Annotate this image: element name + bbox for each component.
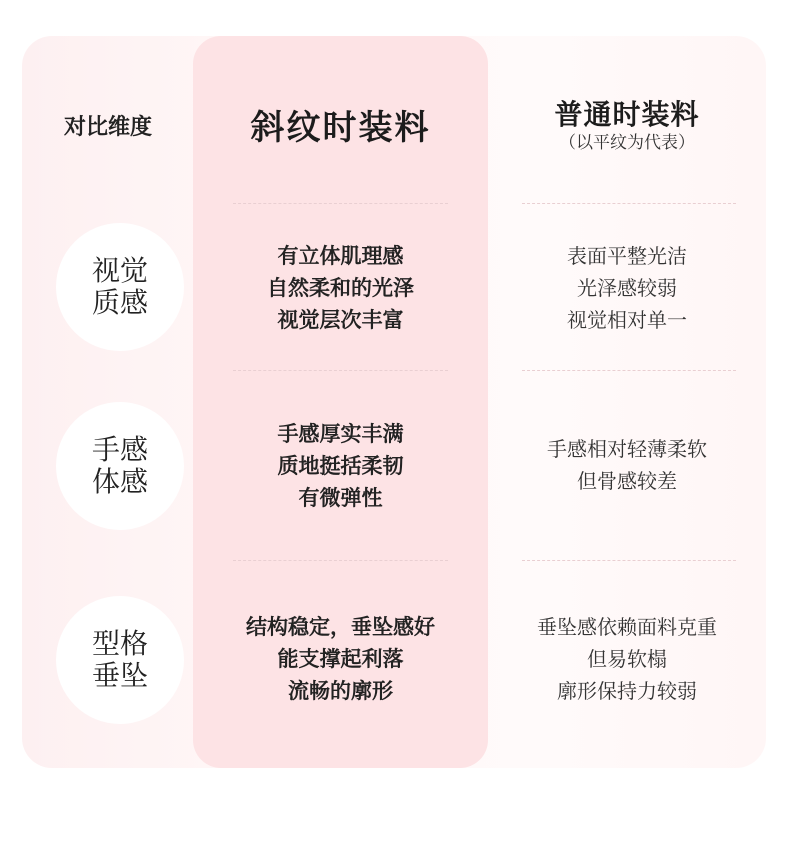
row-divider: [522, 370, 736, 371]
cell-line: 能支撑起利落: [277, 647, 404, 671]
twill-cell: [193, 418, 488, 514]
cell-line: 结构稳定，垂坠感好: [246, 615, 435, 639]
cell-line: 但易软榻: [587, 647, 667, 671]
dimension-label: 视觉质感: [91, 254, 148, 319]
cell-line: 表面平整光洁: [567, 244, 687, 268]
regular-cell: [488, 240, 766, 336]
twill-cell: [193, 611, 488, 707]
cell-line: 视觉相对单一: [567, 308, 687, 332]
dimension-label: 手感体感: [91, 433, 148, 498]
cell-line: 质地挺括柔韧: [277, 454, 404, 478]
cell-line: 自然柔和的光泽: [267, 276, 414, 300]
row-divider: [233, 203, 448, 204]
dimension-label: 型格垂坠: [91, 627, 148, 692]
dimension-header: 对比维度: [63, 115, 152, 140]
row-divider: [522, 560, 736, 561]
cell-line: 视觉层次丰富: [277, 308, 404, 332]
cell-line: 廓形保持力较弱: [557, 679, 697, 703]
cell-line: 手感厚实丰满: [277, 422, 404, 446]
cell-line: 有立体肌理感: [277, 244, 404, 268]
row-divider: [522, 203, 736, 204]
regular-cell: [488, 611, 766, 707]
row-divider: [233, 370, 448, 371]
twill-cell: [193, 240, 488, 336]
cell-line: 但骨感较差: [577, 469, 677, 493]
regular-column-title: 普通时装料: [554, 98, 700, 131]
regular-column-subtitle: （以平纹为代表）: [559, 133, 695, 153]
cell-line: 垂坠感依赖面料克重: [537, 615, 717, 639]
twill-column-title: 斜纹时装料: [250, 108, 431, 148]
cell-line: 流畅的廓形: [288, 679, 393, 703]
cell-line: 光泽感较弱: [577, 276, 677, 300]
dimension-badge-drape: [56, 596, 184, 724]
row-divider: [233, 560, 448, 561]
cell-line: 有微弹性: [298, 486, 383, 510]
regular-cell: [488, 433, 766, 497]
dimension-badge-visual: [56, 223, 184, 351]
dimension-badge-feel: [56, 402, 184, 530]
cell-line: 手感相对轻薄柔软: [547, 437, 707, 461]
